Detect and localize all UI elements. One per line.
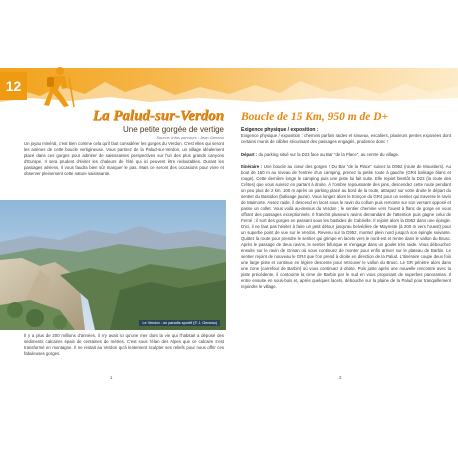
page-title: La Palud-sur-Verdon [92, 108, 224, 124]
hiker-icon [38, 66, 78, 108]
folio-right: 2 [339, 375, 342, 380]
itineraire-section [241, 164, 451, 290]
itineraire-label: Itinéraire : [241, 164, 263, 169]
photo-caption: Le Verdon : un paradis sportif (© J. Geneau) [139, 320, 220, 326]
page-subtitle: Une petite gorgée de vertige [123, 125, 224, 134]
geology-paragraph: Il y a plus de 200 millions d'années, il n'y avait ici qu'une mer dont la vie qui l'habitait a déposé des sédiments calcaires épais de centaines de mètres. C'est sous l'élan des Alpes que ce calcaire s'est transformé en montagne. Il ne restait au Verdon qu'à lentement sculpter ses reliefs pour nous offrir ces fabuleuses gorges. [24, 333, 224, 356]
chapter-number: 12 [0, 72, 27, 100]
route-title: Boucle de 15 Km, 950 m de D+ [241, 111, 389, 123]
exigence-text: Exigence physique / exposition : chemins parfois raides et sinueux, escaliers, plusieurs pentes exposées dont certains munis de câbles sécurisant des passages engagés, prudence donc ! [241, 133, 451, 144]
depart-label: Départ : [241, 152, 258, 157]
source-credit: Source: Infos parcours : Jean Geneau [156, 135, 224, 140]
folio-left: 1 [110, 375, 113, 380]
depart-section [241, 152, 451, 158]
left-page [0, 108, 229, 458]
right-page [229, 108, 458, 458]
depart-text: du parking situé sur la D23 face au Bar "de la Place", au centre du village. [258, 152, 400, 157]
intro-paragraph: Un joyau minéral, c'est bien comme cela qu'il faut considérer les gorges du Verdon. C'est elles qui seront les airènes de cette boucle vertigineuse. Vous partirez de la Palud-sur-Verdon, un village idéalement placé dans ces gorges pour admirer de saisissantes perspectives sur l'un des plus grands canyons d'Europe. Il sera prudent d'éviter les chaleurs de l'été qui ici peuvent être redoutables. Durant les passages aériens, il vous faudra bien sûr marquer le pas. Mais ce seront des occasions pour vivre et observer pleinement cette nature saisissante. [24, 141, 224, 176]
exigence-section [241, 127, 451, 145]
itineraire-text: Une boucle au cœur des gorges ! Du Bar "de la Place" suivez la D952 (route de Moustiers). Au bout de 150 m au niveau de l'entrée d'un camping, prenez la petite route à gauche (GR4 balisage blanc et rouge). Cette dernière longe le camping puis une piste lui fait suite. Elle rejoint bientôt la D23 (la route des Crêtes) que vous suivrez en partant à droite. À l'ombre repoussante des pins, descendez cette route pendant un peu plus de 2 km. 100 m après un parking placé au bord de la route, attrapez sur votre droite le départ du sentier du Bastidon (balisage jaune). Vous longez alors le tronçon du GR4 pour un sentier qui traverse le ravin de Maimorte. Assez raide, il descend en lacet sous le ravin du collum puis remonte sur son versant opposé et passe un collet. Vous voilà au-dessus du Verdon ; le sentier chemine vers l'ouest à flanc de gorge en vous offrant des passages exceptionnels. Il franchit plusieurs ravins demandant de l'attention puis gagne celui de Ferné ; il sort des gorges en passant sous les bastides de Cabrielle. Il rejoint alors la D952 dans une épingle. D'ici, il ne faut pas hésiter à faire un petit détour jusqu'au belvédère de Mayreste (à 200 m vers l'ouest) pour un superbe point de vue sur le Verdon. Revenu sur la D952, montez plein nord jusqu'à son épingle suivante. Quittez la route pour prendre le sentier qui grimpe en lacets vers le nord-est et rentre dans le vallon du Brusc. Après le passage de deux ravins, le sentier bifurque et s'engage dans un goulet très raide. Vous débouchez ensuite sur le ravin de Grinan où vous continuez de monter pour enfin arriver sur le plateau de Barbin. Le sentier rejoint de nouveau le GR4 que l'on prend à droite en direction de la Palud. L'itinéraire coupe deux fois une large piste et continue en légère descente pour retrouver le vallon du Brusc. Le GR pénètre alors dans une zone (carrefour de Barbin) où vous continuez à droite. Puis juste après une nouvelle rencontre avec la piste précédente, il contourne la cime de Barbin par le sud en vous proposant de superbes panoramas. Il entre ensuite en sous-bois et, après quelques lacets, débouche sur la plaine de la Palud pour tranquillement rejoindre le village. [241, 164, 451, 289]
canyon-photo [0, 200, 226, 330]
exigence-label: Exigence physique / exposition : [241, 127, 319, 133]
